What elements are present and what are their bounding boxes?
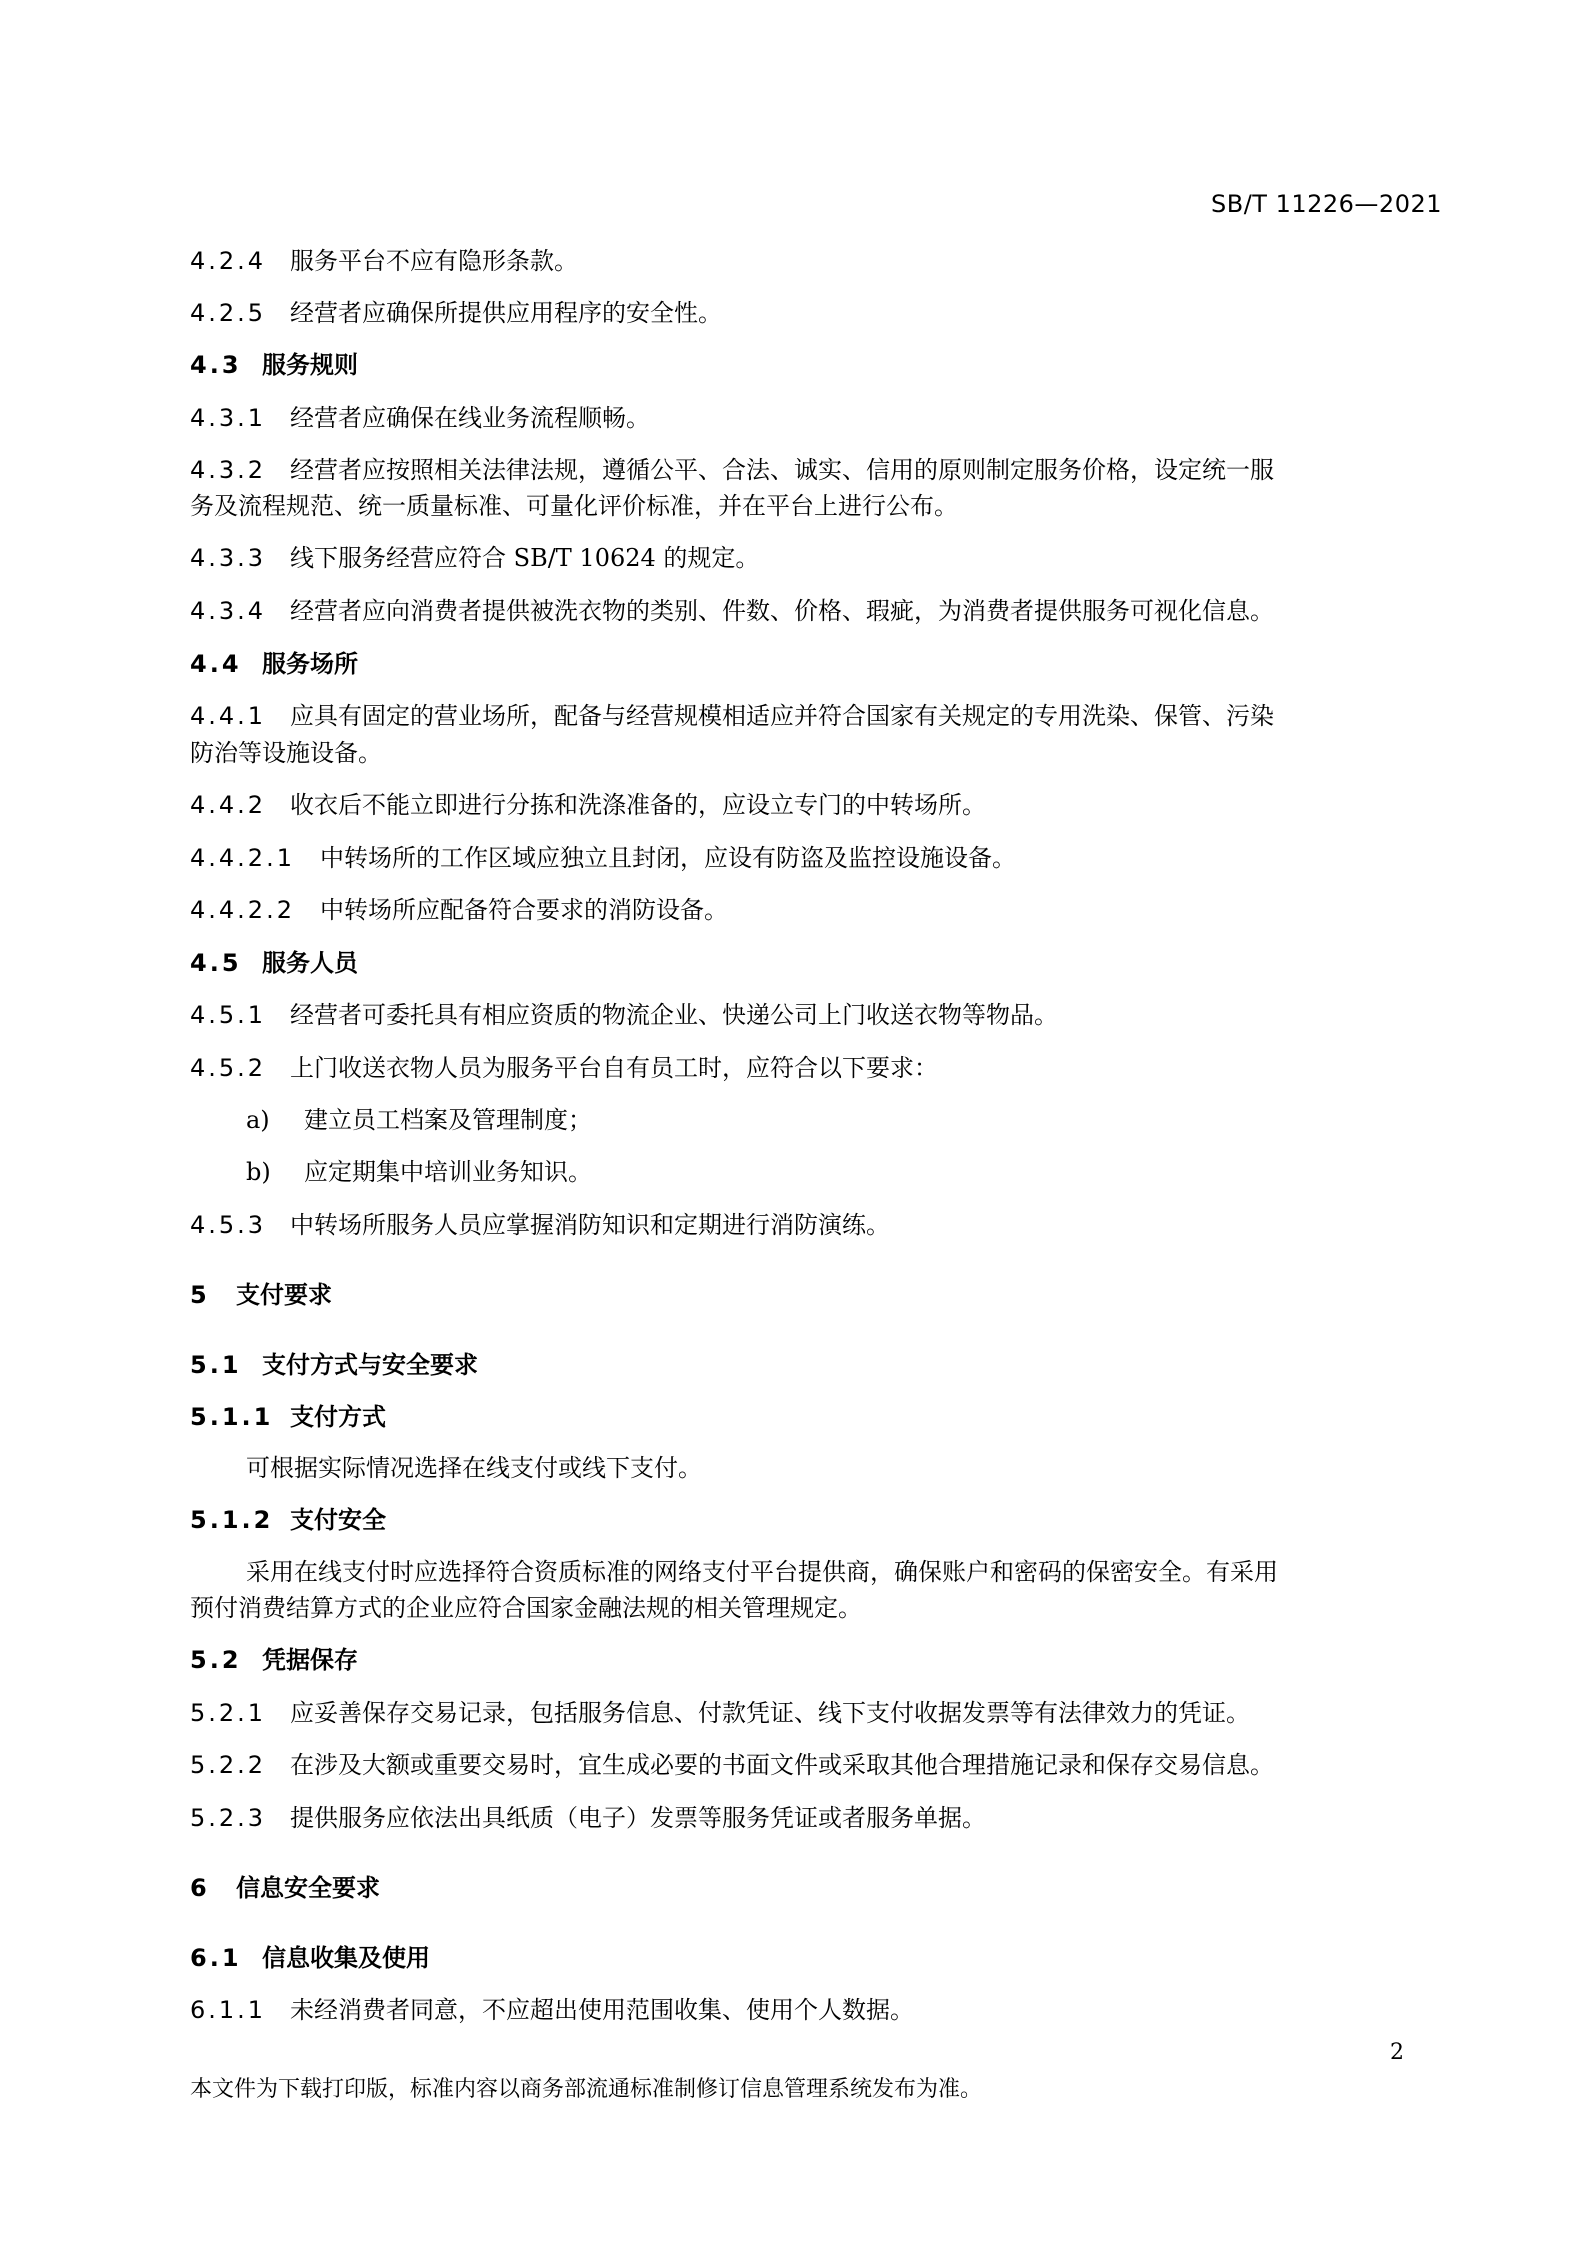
clause-4-3-4 [190,594,1274,628]
section-title: 支付方式与安全要求 [262,1351,478,1379]
clause-5-2-1 [190,1696,1250,1730]
clause-text: 服务平台不应有隐形条款。 [290,247,578,275]
clause-4-4-2-2 [190,893,728,927]
clause-number: 4.3.1 [190,404,267,432]
clause-4-3-1 [190,401,650,435]
clause-number: 4.4.1 [190,702,267,730]
paragraph-5-1-1: 可根据实际情况选择在线支付或线下支付。 [246,1454,702,1482]
section-heading-4-4 [190,647,358,681]
section-title: 服务规则 [262,351,358,379]
section-title: 凭据保存 [262,1646,358,1674]
subsection-number: 5.1.2 [190,1506,274,1534]
section-number: 5.1 [190,1351,242,1379]
clause-number: 4.3.2 [190,456,267,484]
list-item-text: 建立员工档案及管理制度； [304,1106,592,1134]
section-heading-4-3 [190,348,358,382]
clause-4-4-2 [190,788,986,822]
list-item-b [246,1155,592,1189]
clause-4-5-1 [190,998,1058,1032]
section-title: 服务人员 [262,949,358,977]
clause-text: 应具有固定的营业场所，配备与经营规模相适应并符合国家有关规定的专用洗染、保管、污染 [290,702,1274,730]
clause-4-2-5 [190,296,722,330]
clause-4-4-1 [190,699,1274,733]
list-item-marker: b) [246,1158,271,1186]
clause-number: 6.1.1 [190,1996,267,2024]
clause-text: 上门收送衣物人员为服务平台自有员工时，应符合以下要求： [290,1054,938,1082]
footer-note: 本文件为下载打印版，标准内容以商务部流通标准制修订信息管理系统发布为准。 [190,2077,983,2102]
clause-number: 4.5.2 [190,1054,267,1082]
section-title: 信息收集及使用 [262,1944,430,1972]
clause-6-1-1 [190,1993,914,2027]
clause-4-5-3 [190,1208,890,1242]
clause-number: 4.2.5 [190,299,267,327]
clause-text: 未经消费者同意，不应超出使用范围收集、使用个人数据。 [290,1996,914,2024]
chapter-heading-6 [190,1871,380,1905]
clause-4-2-4 [190,244,578,278]
section-number: 6.1 [190,1944,242,1972]
paragraph-5-1-2-continued: 预付消费结算方式的企业应符合国家金融法规的相关管理规定。 [190,1594,862,1622]
clause-text: 经营者应向消费者提供被洗衣物的类别、件数、价格、瑕疵，为消费者提供服务可视化信息。 [290,597,1274,625]
subsection-heading-5-1-1 [190,1400,386,1434]
clause-4-5-2 [190,1051,938,1085]
section-number: 4.4 [190,650,242,678]
standard-number: SB/T 11226—2021 [1211,190,1442,218]
clause-4-4-1-continued: 防治等设施设备。 [190,739,382,767]
clause-4-3-2 [190,453,1274,487]
section-number: 4.5 [190,949,242,977]
clause-text: 在涉及大额或重要交易时，宜生成必要的书面文件或采取其他合理措施记录和保存交易信息。 [290,1751,1274,1779]
section-heading-5-1 [190,1348,478,1382]
clause-number: 4.5.1 [190,1001,267,1029]
clause-number: 4.4.2 [190,791,267,819]
clause-5-2-3 [190,1801,986,1835]
clause-text: 提供服务应依法出具纸质（电子）发票等服务凭证或者服务单据。 [290,1804,986,1832]
list-item-a [246,1103,592,1137]
clause-number: 4.3.4 [190,597,267,625]
clause-number: 4.4.2.2 [190,896,295,924]
subsection-title: 支付安全 [290,1506,386,1534]
clause-number: 4.4.2.1 [190,844,295,872]
clause-text: 中转场所服务人员应掌握消防知识和定期进行消防演练。 [290,1211,890,1239]
chapter-number: 5 [190,1281,210,1309]
clause-4-3-3 [190,541,759,575]
chapter-title: 支付要求 [236,1281,332,1309]
subsection-number: 5.1.1 [190,1403,274,1431]
clause-number: 4.3.3 [190,544,267,572]
chapter-title: 信息安全要求 [236,1874,380,1902]
subsection-heading-5-1-2 [190,1503,386,1537]
section-number: 5.2 [190,1646,242,1674]
clause-4-3-2-continued: 务及流程规范、统一质量标准、可量化评价标准，并在平台上进行公布。 [190,492,958,520]
subsection-title: 支付方式 [290,1403,386,1431]
page-number: 2 [1390,2040,1404,2065]
clause-text: 经营者应按照相关法律法规，遵循公平、合法、诚实、信用的原则制定服务价格，设定统一服 [290,456,1274,484]
list-item-text: 应定期集中培训业务知识。 [304,1158,592,1186]
chapter-number: 6 [190,1874,210,1902]
clause-4-4-2-1 [190,841,1016,875]
clause-text: 中转场所的工作区域应独立且封闭，应设有防盗及监控设施设备。 [320,844,1016,872]
clause-number: 4.2.4 [190,247,267,275]
clause-text: 中转场所应配备符合要求的消防设备。 [320,896,728,924]
clause-number: 4.5.3 [190,1211,267,1239]
clause-number: 5.2.3 [190,1804,267,1832]
section-number: 4.3 [190,351,242,379]
section-heading-5-2 [190,1643,358,1677]
clause-text: 收衣后不能立即进行分拣和洗涤准备的，应设立专门的中转场所。 [290,791,986,819]
chapter-heading-5 [190,1278,332,1312]
list-item-marker: a) [246,1106,270,1134]
section-title: 服务场所 [262,650,358,678]
clause-number: 5.2.2 [190,1751,267,1779]
clause-text: 经营者应确保在线业务流程顺畅。 [290,404,650,432]
clause-5-2-2 [190,1748,1274,1782]
section-heading-4-5 [190,946,358,980]
clause-text: 应妥善保存交易记录，包括服务信息、付款凭证、线下支付收据发票等有法律效力的凭证。 [290,1699,1250,1727]
clause-text: 经营者应确保所提供应用程序的安全性。 [290,299,722,327]
clause-text: 线下服务经营应符合 SB/T 10624 的规定。 [290,544,760,572]
clause-text: 经营者可委托具有相应资质的物流企业、快递公司上门收送衣物等物品。 [290,1001,1058,1029]
clause-number: 5.2.1 [190,1699,267,1727]
section-heading-6-1 [190,1941,430,1975]
paragraph-5-1-2: 采用在线支付时应选择符合资质标准的网络支付平台提供商，确保账户和密码的保密安全。有采用 [246,1558,1278,1586]
